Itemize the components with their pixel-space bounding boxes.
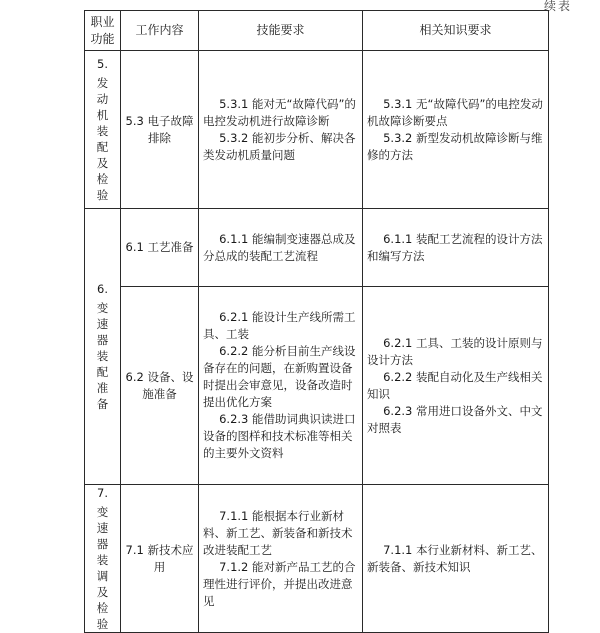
function-title: 发动机装配及检验 xyxy=(96,76,109,202)
knowledge-item: 7.1.1 本行业新材料、新工艺、新装备、新技术知识 xyxy=(367,542,543,574)
work-content-cell: 5.3 电子故障排除 xyxy=(121,51,199,209)
function-title: 变速器装配准备 xyxy=(96,301,109,411)
table-row xyxy=(85,209,549,287)
skill-item: 6.1.1 能编制变速器总成及分总成的装配工艺流程 xyxy=(203,231,356,263)
function-number: 5. xyxy=(97,57,108,71)
skill-item: 7.1.2 能对新产品工艺的合理性进行评价，并提出改进意见 xyxy=(203,559,356,608)
continued-label: 续表 xyxy=(543,0,572,13)
knowledge-cell xyxy=(363,287,549,485)
skill-item: 6.2.2 能分析目前生产线设备存在的问题，在新购置设备时提出会审意见，设备改造时提出优化方案 xyxy=(203,344,356,409)
skills-cell xyxy=(199,287,363,485)
function-cell-5 xyxy=(85,51,121,209)
function-title: 变速器装调及检验 xyxy=(96,505,109,631)
knowledge-item: 5.3.1 无“故障代码”的电控发动机故障诊断要点 xyxy=(367,96,543,128)
function-number: 6. xyxy=(97,282,108,296)
knowledge-item: 6.2.1 工具、工装的设计原则与设计方法 xyxy=(367,335,543,367)
work-content-cell: 6.2 设备、设施准备 xyxy=(121,287,199,485)
table-row xyxy=(85,51,549,209)
work-content-cell: 6.1 工艺准备 xyxy=(121,209,199,287)
skill-item: 7.1.1 能根据本行业新材料、新工艺、新装备和新技术改进装配工艺 xyxy=(203,508,353,557)
header-function: 职业功能 xyxy=(85,11,121,51)
function-cell-6 xyxy=(85,209,121,485)
function-cell-7 xyxy=(85,485,121,633)
header-skill-requirements: 技能要求 xyxy=(199,11,363,51)
skills-cell xyxy=(199,485,363,633)
skill-item: 5.3.1 能对无“故障代码”的电控发动机进行故障诊断 xyxy=(203,96,356,128)
skill-requirements-table xyxy=(84,10,549,633)
knowledge-item: 5.3.2 新型发动机故障诊断与维修的方法 xyxy=(367,130,543,162)
skills-cell xyxy=(199,51,363,209)
knowledge-item: 6.2.3 常用进口设备外文、中文对照表 xyxy=(367,403,543,435)
skills-cell xyxy=(199,209,363,287)
skill-item: 5.3.2 能初步分析、解决各类发动机质量问题 xyxy=(203,130,356,162)
knowledge-cell xyxy=(363,51,549,209)
table-row xyxy=(85,287,549,485)
table-row xyxy=(85,485,549,633)
work-content-cell: 7.1 新技术应用 xyxy=(121,485,199,633)
knowledge-item: 6.2.2 装配自动化及生产线相关知识 xyxy=(367,369,543,401)
knowledge-item: 6.1.1 装配工艺流程的设计方法和编写方法 xyxy=(367,231,543,263)
knowledge-cell xyxy=(363,485,549,633)
header-work-content: 工作内容 xyxy=(121,11,199,51)
function-number: 7. xyxy=(97,486,108,500)
skill-item: 6.2.3 能借助词典识读进口设备的图样和技术标准等相关的主要外文资料 xyxy=(203,412,356,460)
table-header-row xyxy=(85,11,549,51)
header-knowledge-requirements: 相关知识要求 xyxy=(363,11,549,51)
skill-item: 6.2.1 能设计生产线所需工具、工装 xyxy=(203,310,356,341)
knowledge-cell xyxy=(363,209,549,287)
